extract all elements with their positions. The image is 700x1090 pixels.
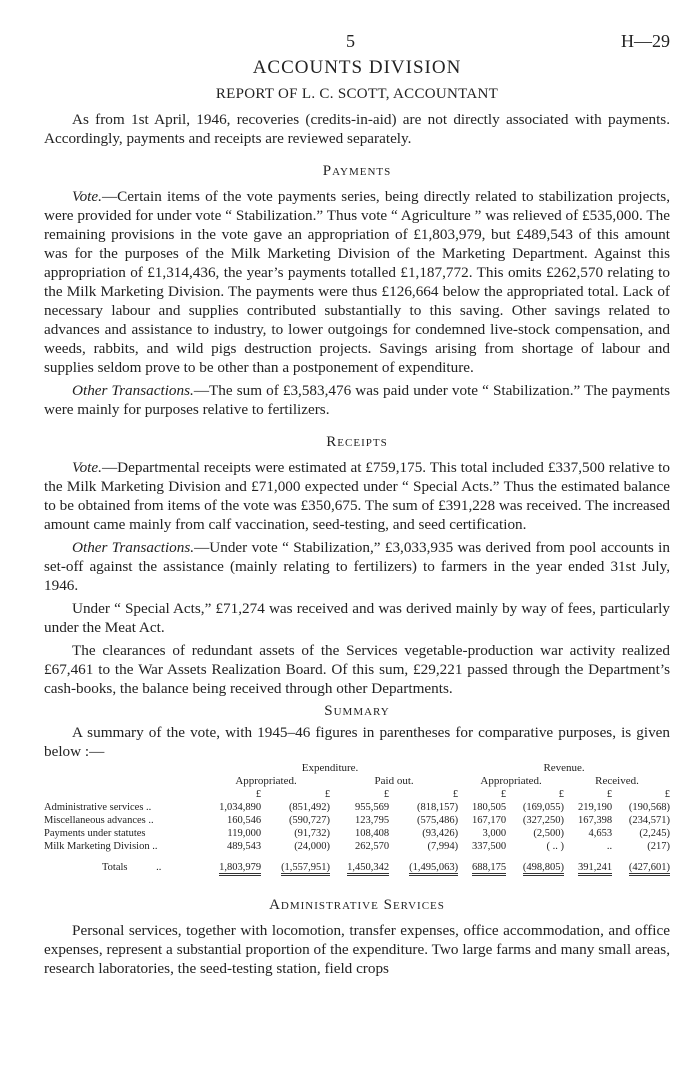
page-number: 5: [346, 31, 355, 51]
special-acts-paragraph: Under “ Special Acts,” £71,274 was received and was derived mainly by way of fees, particularly under the Meat Act.: [44, 600, 670, 636]
appropriated-header: Appropriated.: [235, 775, 297, 787]
intro-paragraph: As from 1st April, 1946, recoveries (credits-in-aid) are not directly associated with payments. Accordingly, payments and receipts are reviewed separately.: [44, 111, 670, 147]
table-cell: (190,568): [628, 802, 670, 813]
table-cell: (327,250): [522, 815, 565, 826]
table-row: [44, 814, 670, 827]
clearances-paragraph: The clearances of redundant assets of the Services vegetable-production war activity realized £67,461 to the War Assets Realization Board. Of this sum, £29,221 passed through the Department’s cash-books, the balance being received through other Departments.: [44, 642, 670, 697]
table-cell: (2,245): [639, 828, 670, 839]
receipts-other-paragraph: [44, 538, 670, 595]
payments-heading: Payments: [322, 163, 392, 179]
table-cell: ( .. ): [546, 841, 565, 852]
total-cell: (1,557,951): [281, 862, 330, 876]
payments-other-label: Other Transactions.: [72, 382, 194, 399]
table-cell: (575,486): [417, 815, 459, 826]
total-cell: 1,450,342: [347, 862, 389, 876]
table-cell: 123,795: [355, 815, 390, 826]
receipts-heading: Receipts: [326, 434, 388, 450]
table-row: [44, 827, 670, 840]
currency-mark: £: [664, 789, 670, 800]
table-cell: 160,546: [226, 815, 262, 826]
table-cell: (93,426): [422, 828, 459, 839]
currency-mark: £: [383, 789, 390, 800]
document-page: [44, 30, 670, 978]
table-cell: 167,398: [577, 815, 613, 826]
row-label: Administrative services ..: [44, 802, 152, 813]
table-cell: (2,500): [533, 828, 565, 839]
receipts-vote-text: —Departmental receipts were estimated at £759,175. This total included £337,500 relative to the Milk Marketing Division and £71,000 expected under “ Special Acts.” Thus the estimated balance to be obtained from items of the vote was £350,675. The sum of £391,228 was received. The increased amount came mainly from calf vaccination, seed-testing, and seed certification.: [44, 459, 670, 533]
table-cell: 167,170: [472, 815, 507, 826]
report-title: REPORT OF L. C. SCOTT, ACCOUNTANT: [215, 86, 499, 102]
summary-intro: A summary of the vote, with 1945–46 figures in parentheses for comparative purposes, is given below :—: [44, 724, 670, 760]
receipts-vote-label: Vote.: [72, 459, 102, 476]
summary-heading: Summary: [324, 703, 390, 719]
row-label: Milk Marketing Division ..: [44, 841, 158, 852]
division-title: ACCOUNTS DIVISION: [252, 57, 462, 78]
currency-mark: £: [452, 789, 459, 800]
admin-paragraph: Personal services, together with locomotion, transfer expenses, office accommodation, and office expenses, represent a substantial proportion of the expenditure. Two large farms and many small areas, research laboratories, the seed-testing station, field crops: [44, 922, 670, 977]
table-cell: (91,732): [294, 828, 331, 839]
totals-label: Totals: [102, 862, 128, 873]
table-cell: (24,000): [294, 841, 331, 852]
receipts-vote-paragraph: [44, 458, 670, 534]
total-cell: 391,241: [578, 862, 612, 876]
table-cell: (169,055): [522, 802, 565, 813]
table-cell: (7,994): [427, 841, 459, 852]
table-cell: 3,000: [482, 828, 507, 839]
table-cell: 180,505: [472, 802, 507, 813]
currency-mark: £: [500, 789, 507, 800]
table-cell: 955,569: [355, 802, 390, 813]
payments-vote-text: —Certain items of the vote payments series, being directly related to stabilization projects, were provided for under vote “ Stabilization.” Thus vote “ Agriculture ” was relieved of £535,000. The remaining provisions in the vote gave an appropriation of £1,803,979, but £489,543 of this amount was for the purposes of the Milk Marketing Division of the Marketing Department. Against this appropriation of £1,314,436, the year’s payments totalled £1,187,772. This omits £262,570 relating to the Milk Marketing Division. The payments were thus £126,664 below the appropriated total. Lack of necessary labour and supplies contributed substantially to this saving. Other savings related to advances and assistance to industry, to lower outgoings for condemned live-stock compensation, and weeds, rabbits, and wild pigs destruction projects. Savings arising from shortage of labour and supplies seldom prove to be other than a postponement of expenditure.: [44, 188, 670, 376]
table-cell: 489,543: [226, 841, 262, 852]
table-row: [44, 840, 670, 853]
totals-leader: ..: [156, 862, 162, 873]
table-cell: ..: [606, 841, 613, 852]
total-cell: 688,175: [472, 862, 506, 876]
table-cell: 4,653: [588, 828, 613, 839]
table-row: [44, 801, 670, 814]
table-cell: 108,408: [355, 828, 390, 839]
currency-mark: £: [255, 789, 262, 800]
table-cell: 119,000: [227, 828, 262, 839]
page-reference: H—29: [621, 31, 670, 51]
currency-mark: £: [324, 789, 331, 800]
receipts-other-label: Other Transactions.: [72, 539, 195, 556]
totals-row: [44, 853, 670, 874]
paid-out-header: Paid out.: [374, 775, 414, 787]
payments-other-paragraph: [44, 381, 670, 419]
payments-vote-paragraph: [44, 187, 670, 377]
revenue-appropriated-header: Appropriated.: [480, 775, 542, 787]
total-cell: (498,805): [523, 862, 564, 876]
total-cell: 1,803,979: [219, 862, 261, 876]
table-cell: (851,492): [288, 802, 331, 813]
table-cell: (217): [647, 841, 670, 852]
table-cell: (818,157): [417, 802, 459, 813]
total-cell: (1,495,063): [409, 862, 458, 876]
table-cell: 219,190: [577, 802, 613, 813]
revenue-group-header: Revenue.: [543, 762, 585, 774]
receipts-other-text: —Under vote “ Stabilization,” £3,033,935 was derived from pool accounts in set-off against the assistance (mainly relating to fertilizers) to farmers in the year ended 31st July, 1946.: [44, 539, 670, 594]
table-cell: 1,034,890: [219, 802, 262, 813]
currency-mark: £: [606, 789, 613, 800]
row-label: Miscellaneous advances ..: [44, 815, 154, 826]
summary-table: [44, 762, 670, 874]
table-cell: (234,571): [628, 815, 670, 826]
table-cell: (590,727): [288, 815, 331, 826]
admin-heading: Administrative Services: [269, 897, 445, 913]
payments-vote-label: Vote.: [72, 188, 102, 205]
table-cell: 337,500: [472, 841, 507, 852]
payments-other-text: —The sum of £3,583,476 was paid under vote “ Stabilization.” The payments were mainly for purposes relative to fertilizers.: [44, 382, 670, 418]
currency-mark: £: [558, 789, 565, 800]
page-header: [44, 30, 670, 54]
received-header: Received.: [595, 775, 639, 787]
expenditure-group-header: Expenditure.: [301, 762, 359, 774]
total-cell: (427,601): [629, 862, 670, 876]
table-cell: 262,570: [355, 841, 390, 852]
row-label: Payments under statutes: [44, 828, 146, 839]
